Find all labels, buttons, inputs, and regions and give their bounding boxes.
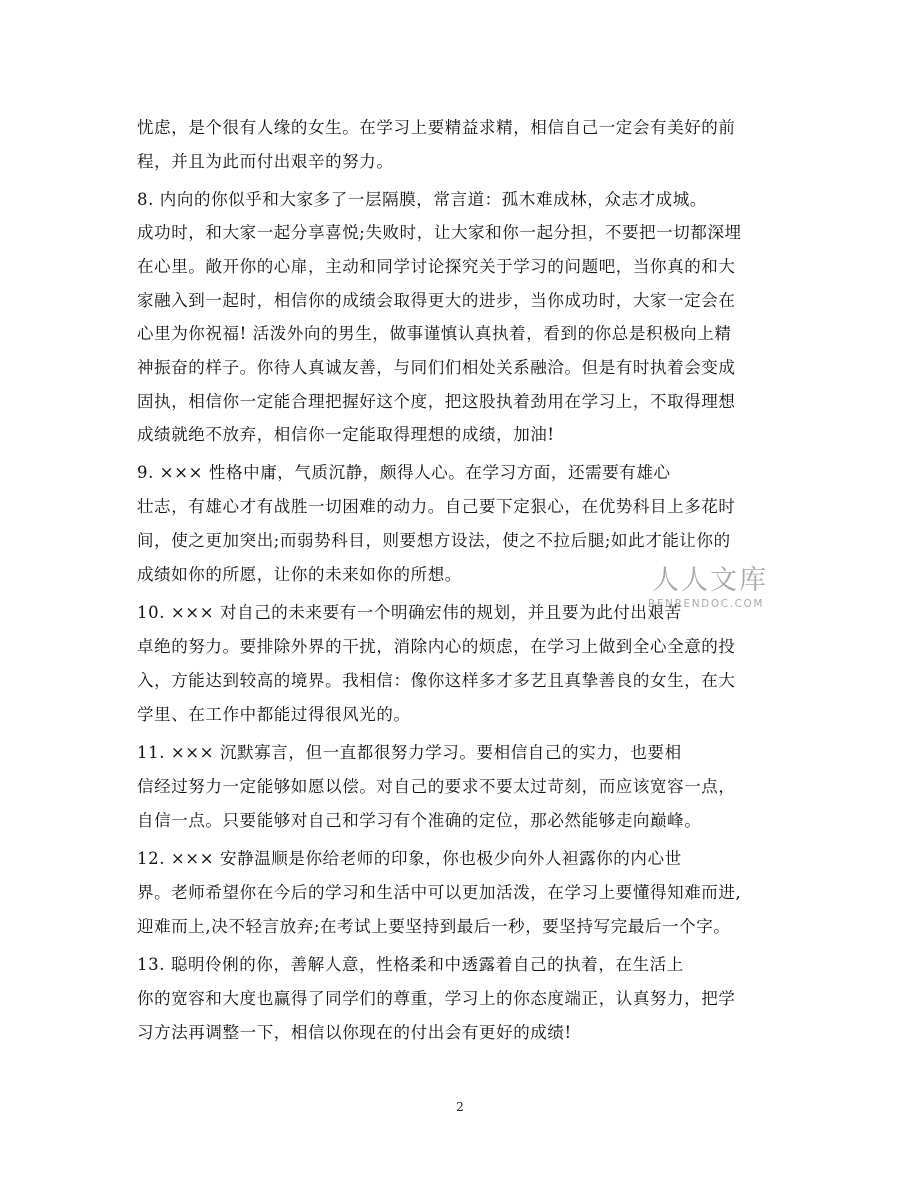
watermark-main-text: 人人文库 bbox=[652, 565, 768, 596]
text-line: 习方法再调整一下，相信以你现在的付出会有更好的成绩! bbox=[137, 1023, 572, 1042]
text-line: 自信一点。只要能够对自己和学习有个准确的定位，那必然能够走向巅峰。 bbox=[137, 811, 702, 830]
text-line: 11. ××× 沉默寡言，但一直都很努力学习。要相信自己的实力，也要相 bbox=[137, 743, 682, 762]
text-line: 界。老师希望你在今后的学习和生活中可以更加活泼，在学习上要懂得知难而进, bbox=[137, 883, 742, 902]
text-line: 间，使之更加突出;而弱势科目，则要想方设法，使之不拉后腿;如此才能让你的 bbox=[137, 531, 731, 550]
text-line: 13. 聪明伶俐的你，善解人意，性格柔和中透露着自己的执着，在生活上 bbox=[137, 955, 684, 974]
text-line: 在心里。敞开你的心扉，主动和同学讨论探究关于学习的问题吧，当你真的和大 bbox=[137, 257, 736, 276]
text-line: 固执，相信你一定能合理把握好这个度，把这股执着劲用在学习上，不取得理想 bbox=[137, 392, 736, 411]
text-line: 卓绝的努力。要排除外界的干扰，消除内心的烦虑，在学习上做到全心全意的投 bbox=[137, 637, 736, 656]
text-line: 8. 内向的你似乎和大家多了一层隔膜，常言道：孤木难成林，众志才成城。 bbox=[137, 190, 707, 209]
text-line: 信经过努力一定能够如愿以偿。对自己的要求不要太过苛刻，而应该宽容一点， bbox=[137, 777, 736, 796]
text-line: 10. ××× 对自己的未来要有一个明确宏伟的规划，并且要为此付出艰苦 bbox=[137, 603, 682, 622]
text-line: 12. ××× 安静温顺是你给老师的印象，你也极少向外人袒露你的内心世 bbox=[137, 849, 682, 868]
text-line: 9. ××× 性格中庸，气质沉静，颇得人心。在学习方面，还需要有雄心 bbox=[137, 463, 671, 482]
text-line: 迎难而上,决不轻言放弃;在考试上要坚持到最后一秒，要坚持写完最后一个字。 bbox=[137, 917, 731, 936]
text-line: 成绩就绝不放弃，相信你一定能取得理想的成绩，加油! bbox=[137, 425, 555, 444]
page-number: 2 bbox=[456, 1100, 464, 1114]
text-line: 你的宽容和大度也赢得了同学们的尊重，学习上的你态度端正，认真努力，把学 bbox=[137, 989, 736, 1008]
text-line: 入，方能达到较高的境界。我相信：像你这样多才多艺且真挚善良的女生，在大 bbox=[137, 671, 736, 690]
text-line: 家融入到一起时，相信你的成绩会取得更大的进步，当你成功时，大家一定会在 bbox=[137, 291, 736, 310]
text-line: 壮志，有雄心才有战胜一切困难的动力。自己要下定狠心，在优势科目上多花时 bbox=[137, 497, 736, 516]
watermark-logo bbox=[648, 566, 778, 620]
text-line: 神振奋的样子。你待人真诚友善，与同们们相处关系融洽。但是有时执着会变成 bbox=[137, 358, 736, 377]
text-line: 成绩如你的所愿，让你的未来如你的所想。 bbox=[137, 565, 462, 584]
text-line: 心里为你祝福! 活泼外向的男生，做事谨慎认真执着，看到的你总是积极向上精 bbox=[137, 324, 732, 343]
text-line: 学里、在工作中都能过得很风光的。 bbox=[137, 705, 411, 724]
text-line: 程，并且为此而付出艰辛的努力。 bbox=[137, 152, 394, 171]
text-line: 忧虑，是个很有人缘的女生。在学习上要精益求精，相信自己一定会有美好的前 bbox=[137, 118, 736, 137]
watermark-sub-text: RENRENDOC.COM bbox=[648, 598, 765, 610]
text-line: 成功时，和大家一起分享喜悦;失败时，让大家和你一起分担，不要把一切都深埋 bbox=[137, 223, 742, 242]
